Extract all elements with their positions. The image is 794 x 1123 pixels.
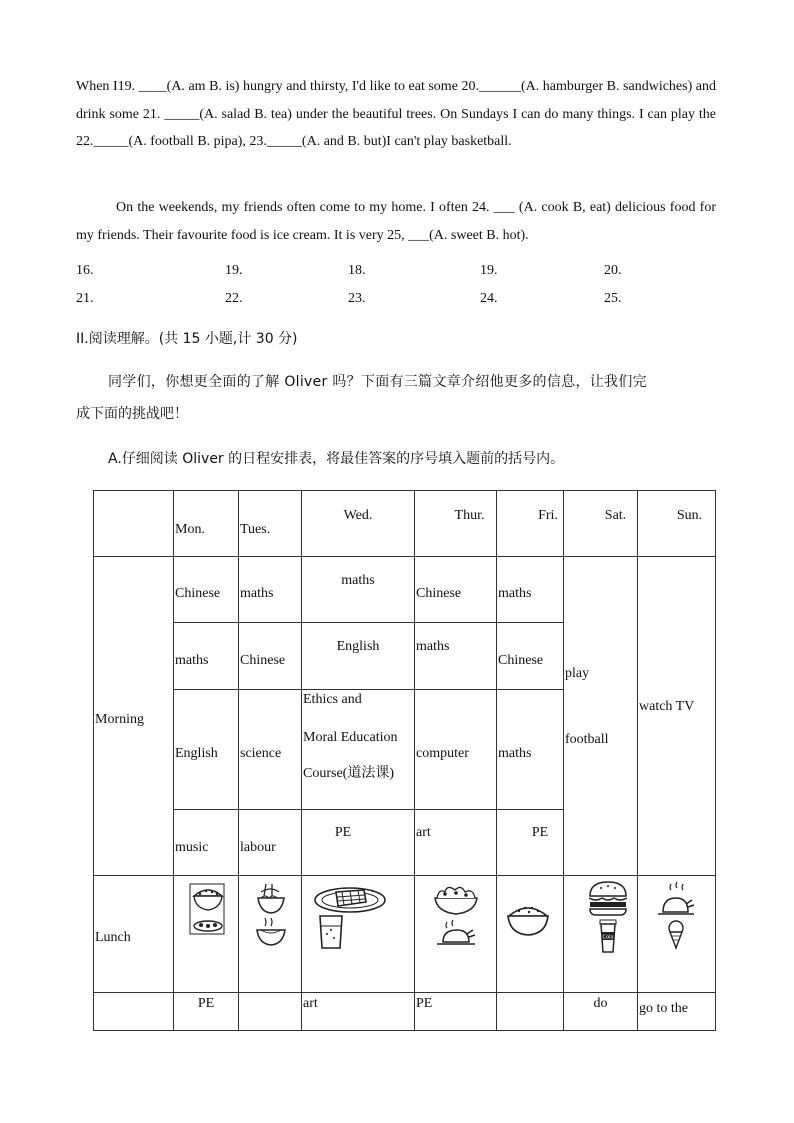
lunch-cell-sun bbox=[638, 876, 716, 993]
part-a-instruction: A.仔细阅读 Oliver 的日程安排表，将最佳答案的序号填入题前的括号内。 bbox=[108, 451, 565, 467]
section-title: II.阅读理解。(共 15 小题,计 30 分) bbox=[76, 331, 298, 347]
table-row bbox=[94, 557, 716, 623]
lunch-cell-thur bbox=[415, 876, 497, 993]
schedule-cell: PE bbox=[497, 810, 564, 876]
roast-chicken-icon bbox=[437, 920, 475, 944]
header-day-wed: Wed. bbox=[302, 491, 415, 557]
schedule-cell: maths bbox=[497, 557, 564, 623]
schedule-cell: Chinese bbox=[174, 557, 239, 623]
table-row bbox=[94, 993, 716, 1031]
section-intro-line1: 同学们，你想更全面的了解 Oliver 吗？下面有三篇文章介绍他更多的信息，让我们完 bbox=[108, 374, 647, 390]
schedule-cell: PE bbox=[174, 993, 239, 1031]
schedule-cell: Ethics and Moral Education Course(道法课) bbox=[302, 690, 415, 810]
schedule-cell: art bbox=[302, 993, 415, 1031]
svg-text:Cola: Cola bbox=[602, 934, 614, 941]
lunch-cell-mon bbox=[174, 876, 239, 993]
lunch-cell-wed bbox=[302, 876, 415, 993]
schedule-cell: maths bbox=[239, 557, 302, 623]
passage-paragraph-1: When I19. ____(A. am B. is) hungry and thirsty, I'd like to eat some 20.______(A. hamburger B. sandwiches) and drink some 21. _____(A. salad B. tea) under the beautiful trees. On Sundays I can do many things. I can play the 22._____(A. football B. pipa), 23._____(A. and B. but)I can't play basketball. bbox=[76, 79, 716, 149]
rice-bowl-icon bbox=[188, 882, 228, 940]
hamburger-icon bbox=[586, 878, 630, 956]
schedule-table bbox=[93, 490, 716, 1031]
header-day-thur: Thur. bbox=[415, 491, 497, 557]
soup-icon bbox=[257, 918, 285, 945]
schedule-cell: maths bbox=[497, 690, 564, 810]
ice-cream-icon bbox=[669, 921, 683, 948]
schedule-cell-sat-morning: play football bbox=[564, 557, 638, 876]
answer-label: 22. bbox=[225, 291, 243, 306]
schedule-cell: science bbox=[239, 690, 302, 810]
lunch-cell-tues bbox=[239, 876, 302, 993]
schedule-cell bbox=[94, 993, 174, 1031]
rice-bowl-icon bbox=[505, 902, 551, 938]
answer-label: 19. bbox=[225, 263, 243, 278]
schedule-cell: go to the bbox=[638, 993, 716, 1031]
answer-row-2 bbox=[76, 291, 716, 311]
schedule-cell: art bbox=[415, 810, 497, 876]
schedule-cell: maths bbox=[415, 623, 497, 690]
schedule-cell: Chinese bbox=[497, 623, 564, 690]
schedule-cell: maths bbox=[174, 623, 239, 690]
lunch-row bbox=[94, 876, 716, 993]
header-day-sat: Sat. bbox=[564, 491, 638, 557]
schedule-cell bbox=[497, 993, 564, 1031]
answer-label: 24. bbox=[480, 291, 498, 306]
morning-label-cell: Morning bbox=[94, 557, 174, 876]
schedule-cell: do bbox=[564, 993, 638, 1031]
juice-glass-icon bbox=[320, 916, 342, 948]
schedule-cell: PE bbox=[415, 993, 497, 1031]
schedule-cell: PE bbox=[302, 810, 415, 876]
schedule-cell: maths bbox=[302, 557, 415, 623]
lunch-cell-sat bbox=[564, 876, 638, 993]
header-day-tues: Tues. bbox=[239, 491, 302, 557]
lunch-label-cell: Lunch bbox=[94, 876, 174, 993]
answer-label: 21. bbox=[76, 291, 94, 306]
table-header-row bbox=[94, 491, 716, 557]
passage-paragraph-2: On the weekends, my friends often come to my home. I often 24. ___ (A. cook B, eat) delicious food for my friends. Their favourite food is ice cream. It is very 25, ___(A. sweet B. hot). bbox=[76, 200, 716, 243]
answer-label: 23. bbox=[348, 291, 366, 306]
header-day-mon: Mon. bbox=[174, 491, 239, 557]
answer-row-1 bbox=[76, 263, 716, 283]
schedule-cell-sun-morning: watch TV bbox=[638, 557, 716, 876]
answer-label: 20. bbox=[604, 263, 622, 278]
schedule-cell: labour bbox=[239, 810, 302, 876]
schedule-cell: Chinese bbox=[415, 557, 497, 623]
roast-chicken-icon bbox=[656, 880, 696, 952]
schedule-cell: music bbox=[174, 810, 239, 876]
answer-label: 18. bbox=[348, 263, 366, 278]
header-day-sun: Sun. bbox=[638, 491, 716, 557]
section-intro-line2: 成下面的挑战吧！ bbox=[76, 406, 188, 422]
header-day-fri: Fri. bbox=[497, 491, 564, 557]
salad-icon bbox=[431, 882, 481, 950]
steak-plate-icon bbox=[312, 880, 388, 952]
header-empty-cell bbox=[94, 491, 174, 557]
cola-icon bbox=[600, 920, 616, 952]
schedule-cell: Chinese bbox=[239, 623, 302, 690]
schedule-cell: English bbox=[302, 623, 415, 690]
answer-label: 25. bbox=[604, 291, 622, 306]
schedule-cell: computer bbox=[415, 690, 497, 810]
schedule-cell: English bbox=[174, 690, 239, 810]
answer-label: 16. bbox=[76, 263, 94, 278]
noodles-icon bbox=[253, 882, 289, 948]
answer-label: 19. bbox=[480, 263, 498, 278]
schedule-cell bbox=[239, 993, 302, 1031]
lunch-cell-fri bbox=[497, 876, 564, 993]
